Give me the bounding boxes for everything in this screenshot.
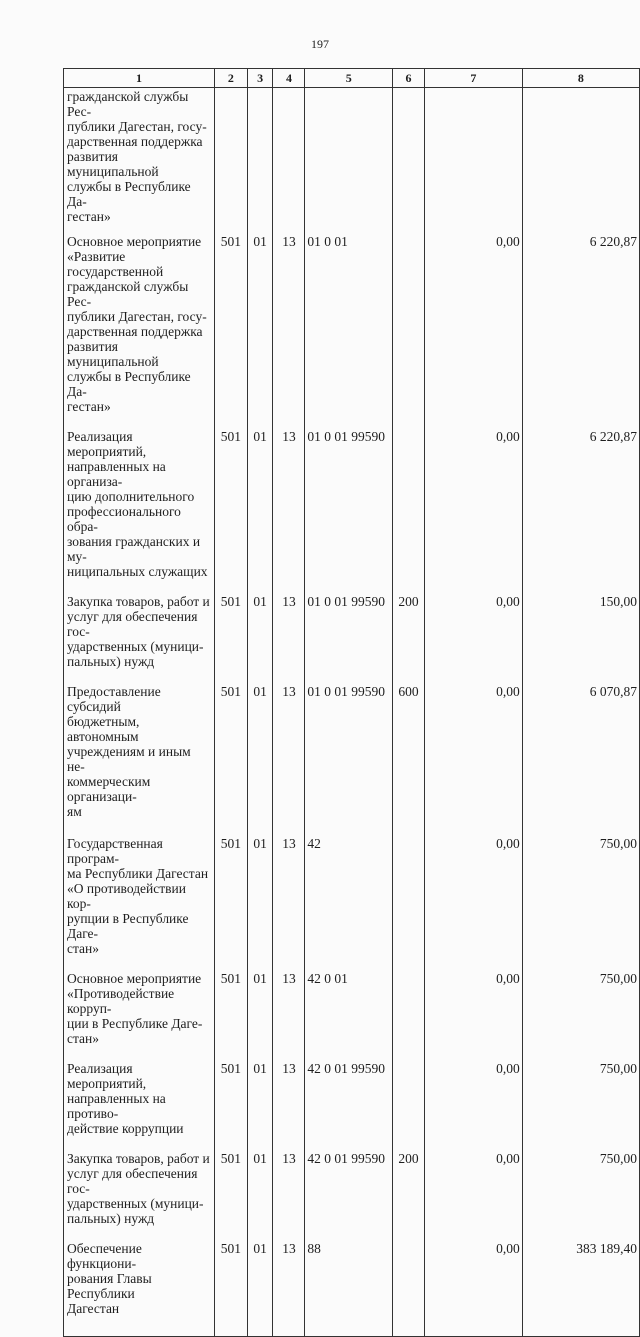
cell-col-5 bbox=[305, 1240, 393, 1316]
cell-col-4 bbox=[273, 1150, 305, 1240]
row-name bbox=[64, 970, 215, 1060]
cell-value: 01 bbox=[253, 594, 267, 609]
cell-col-3 bbox=[247, 233, 273, 428]
cell-value: 13 bbox=[282, 684, 296, 699]
cell-col-8 bbox=[522, 835, 639, 970]
column-header: 3 bbox=[247, 69, 273, 88]
cell-value: 750,00 bbox=[599, 1061, 637, 1076]
cell-col-7 bbox=[424, 970, 522, 1060]
cell-value: 0,00 bbox=[496, 234, 520, 249]
cell-col-3 bbox=[247, 683, 273, 835]
cell-col-6 bbox=[393, 970, 425, 1060]
cell-col-4 bbox=[273, 88, 305, 234]
cell-value: 501 bbox=[220, 429, 241, 444]
cell-col-6 bbox=[393, 428, 425, 593]
table-row bbox=[64, 593, 640, 683]
cell-value: 01 bbox=[253, 1151, 267, 1166]
table-row bbox=[64, 835, 640, 970]
cell-col-6 bbox=[393, 835, 425, 970]
cell-col-8 bbox=[522, 683, 639, 835]
cell-col-7 bbox=[424, 835, 522, 970]
cell-value bbox=[394, 1060, 423, 1061]
cell-value: 0,00 bbox=[496, 1061, 520, 1076]
cell-col-7 bbox=[424, 233, 522, 428]
header-row bbox=[64, 69, 640, 88]
cell-value: 42 0 01 bbox=[307, 971, 348, 986]
cell-value: 501 bbox=[220, 1151, 241, 1166]
budget-table bbox=[63, 68, 640, 1337]
cell-col-3 bbox=[247, 1240, 273, 1316]
cell-value: 88 bbox=[307, 1241, 321, 1256]
cell-value: 501 bbox=[220, 971, 241, 986]
cell-col-4 bbox=[273, 593, 305, 683]
column-header: 7 bbox=[424, 69, 522, 88]
cell-value bbox=[216, 88, 246, 89]
row-name bbox=[64, 88, 215, 234]
row-name-text: Предоставление субсидий бюджетным, автономным учреждениям и иным не- коммерческим организаци- ям bbox=[67, 684, 191, 819]
cell-col-3 bbox=[247, 835, 273, 970]
cell-value: 0,00 bbox=[496, 836, 520, 851]
cell-col-7 bbox=[424, 428, 522, 593]
cell-value: 200 bbox=[398, 1151, 419, 1166]
cell-value: 6 070,87 bbox=[589, 684, 637, 699]
cell-col-7 bbox=[424, 1240, 522, 1316]
cell-col-6 bbox=[393, 1150, 425, 1240]
cell-col-3 bbox=[247, 1150, 273, 1240]
cell-col-2 bbox=[214, 683, 247, 835]
filler-cell bbox=[64, 1316, 215, 1337]
cell-col-8 bbox=[522, 593, 639, 683]
row-name-text: Закупка товаров, работ и услуг для обеспечения гос- ударственных (муници- пальных) нужд bbox=[67, 1151, 210, 1226]
row-name-text: Реализация мероприятий, направленных на противо- действие коррупции bbox=[67, 1061, 184, 1136]
cell-col-2 bbox=[214, 233, 247, 428]
cell-value bbox=[394, 88, 423, 89]
cell-col-2 bbox=[214, 835, 247, 970]
filler-cell bbox=[393, 1316, 425, 1337]
cell-col-5 bbox=[305, 683, 393, 835]
cell-value: 01 0 01 bbox=[307, 234, 348, 249]
cell-value: 501 bbox=[220, 684, 241, 699]
cell-value: 01 bbox=[253, 1241, 267, 1256]
cell-value bbox=[394, 428, 423, 429]
cell-col-6 bbox=[393, 233, 425, 428]
cell-value bbox=[394, 970, 423, 971]
cell-col-7 bbox=[424, 1060, 522, 1150]
cell-col-4 bbox=[273, 1060, 305, 1150]
cell-col-4 bbox=[273, 1240, 305, 1316]
cell-col-2 bbox=[214, 88, 247, 234]
cell-value: 13 bbox=[282, 594, 296, 609]
cell-value: 13 bbox=[282, 1241, 296, 1256]
column-header: 4 bbox=[273, 69, 305, 88]
cell-value: 501 bbox=[220, 836, 241, 851]
row-name-text: Обеспечение функциони- рования Главы Республики Дагестан bbox=[67, 1241, 152, 1316]
cell-col-4 bbox=[273, 428, 305, 593]
cell-value: 0,00 bbox=[496, 684, 520, 699]
cell-value bbox=[274, 88, 303, 89]
cell-col-2 bbox=[214, 1150, 247, 1240]
cell-value: 13 bbox=[282, 1061, 296, 1076]
cell-col-8 bbox=[522, 428, 639, 593]
cell-value bbox=[394, 233, 423, 234]
cell-col-3 bbox=[247, 88, 273, 234]
page-number: 197 bbox=[311, 37, 329, 51]
cell-value: 01 0 01 99590 bbox=[307, 594, 386, 609]
cell-col-3 bbox=[247, 593, 273, 683]
filler-cell bbox=[305, 1316, 393, 1337]
cell-value: 01 0 01 99590 bbox=[307, 684, 386, 699]
cell-col-2 bbox=[214, 593, 247, 683]
cell-col-4 bbox=[273, 233, 305, 428]
cell-value bbox=[307, 88, 389, 89]
cell-value: 501 bbox=[220, 1241, 241, 1256]
row-name bbox=[64, 683, 215, 835]
cell-col-3 bbox=[247, 1060, 273, 1150]
row-name bbox=[64, 593, 215, 683]
filler-cell bbox=[214, 1316, 247, 1337]
filler-cell bbox=[247, 1316, 273, 1337]
filler-cell bbox=[522, 1316, 639, 1337]
cell-col-5 bbox=[305, 1150, 393, 1240]
cell-value: 01 bbox=[253, 836, 267, 851]
cell-value: 750,00 bbox=[599, 971, 637, 986]
cell-value: 13 bbox=[282, 1151, 296, 1166]
column-header: 2 bbox=[214, 69, 247, 88]
column-header: 5 bbox=[305, 69, 393, 88]
cell-col-3 bbox=[247, 428, 273, 593]
cell-value: 750,00 bbox=[599, 836, 637, 851]
cell-col-5 bbox=[305, 88, 393, 234]
row-name-text: Основное мероприятие «Развитие государственной гражданской службы Рес- публики Дагестан, госу- дарственная поддержка развития муниципальной службы в Республике Да- гестан» bbox=[67, 234, 207, 414]
column-header: 8 bbox=[522, 69, 639, 88]
filler-cell bbox=[424, 1316, 522, 1337]
cell-col-6 bbox=[393, 1060, 425, 1150]
cell-col-2 bbox=[214, 970, 247, 1060]
cell-col-2 bbox=[214, 1240, 247, 1316]
cell-value: 6 220,87 bbox=[589, 234, 637, 249]
row-name bbox=[64, 428, 215, 593]
cell-value: 750,00 bbox=[599, 1151, 637, 1166]
cell-value bbox=[526, 88, 637, 89]
row-name bbox=[64, 1150, 215, 1240]
cell-col-5 bbox=[305, 835, 393, 970]
cell-col-8 bbox=[522, 1150, 639, 1240]
cell-col-7 bbox=[424, 683, 522, 835]
cell-value: 200 bbox=[398, 594, 419, 609]
cell-value: 01 0 01 99590 bbox=[307, 429, 386, 444]
row-name bbox=[64, 1240, 215, 1316]
cell-col-6 bbox=[393, 683, 425, 835]
column-header: 6 bbox=[393, 69, 425, 88]
cell-value: 42 bbox=[307, 836, 321, 851]
cell-col-8 bbox=[522, 1060, 639, 1150]
row-name-text: гражданской службы Рес- публики Дагестан, госу- дарственная поддержка развития муниципальной службы в Республике Да- гестан» bbox=[67, 89, 207, 224]
table-filler-row bbox=[64, 1316, 640, 1337]
cell-value: 0,00 bbox=[496, 1151, 520, 1166]
cell-col-8 bbox=[522, 88, 639, 234]
cell-value: 01 bbox=[253, 971, 267, 986]
cell-col-6 bbox=[393, 593, 425, 683]
cell-col-5 bbox=[305, 428, 393, 593]
cell-value: 13 bbox=[282, 429, 296, 444]
cell-col-7 bbox=[424, 593, 522, 683]
table-row bbox=[64, 1150, 640, 1240]
cell-value: 01 bbox=[253, 1061, 267, 1076]
table-row bbox=[64, 970, 640, 1060]
column-header: 1 bbox=[64, 69, 215, 88]
cell-col-8 bbox=[522, 233, 639, 428]
cell-col-7 bbox=[424, 1150, 522, 1240]
table-body bbox=[64, 88, 640, 1337]
row-name-text: Реализация мероприятий, направленных на организа- цию дополнительного профессионального обра- зования гражданских и му- ниципальных служащих bbox=[67, 429, 208, 579]
cell-value: 13 bbox=[282, 971, 296, 986]
cell-value: 42 0 01 99590 bbox=[307, 1151, 386, 1166]
table-row bbox=[64, 1060, 640, 1150]
cell-col-5 bbox=[305, 233, 393, 428]
cell-col-5 bbox=[305, 1060, 393, 1150]
cell-value: 42 0 01 99590 bbox=[307, 1061, 386, 1076]
cell-value: 0,00 bbox=[496, 1241, 520, 1256]
cell-col-2 bbox=[214, 1060, 247, 1150]
cell-value: 0,00 bbox=[496, 429, 520, 444]
cell-col-4 bbox=[273, 970, 305, 1060]
cell-value bbox=[428, 88, 520, 89]
row-name bbox=[64, 233, 215, 428]
table-row bbox=[64, 88, 640, 234]
cell-col-5 bbox=[305, 970, 393, 1060]
cell-value: 501 bbox=[220, 234, 241, 249]
cell-value bbox=[394, 1240, 423, 1241]
cell-col-4 bbox=[273, 835, 305, 970]
cell-value bbox=[394, 835, 423, 836]
cell-value: 01 bbox=[253, 429, 267, 444]
row-name bbox=[64, 835, 215, 970]
cell-value: 01 bbox=[253, 234, 267, 249]
cell-value: 13 bbox=[282, 836, 296, 851]
cell-value: 501 bbox=[220, 1061, 241, 1076]
cell-col-3 bbox=[247, 970, 273, 1060]
table-row bbox=[64, 428, 640, 593]
cell-value: 13 bbox=[282, 234, 296, 249]
cell-value: 0,00 bbox=[496, 594, 520, 609]
table-row bbox=[64, 683, 640, 835]
row-name-text: Закупка товаров, работ и услуг для обеспечения гос- ударственных (муници- пальных) нужд bbox=[67, 594, 210, 669]
cell-col-6 bbox=[393, 88, 425, 234]
cell-value: 150,00 bbox=[599, 594, 637, 609]
cell-col-4 bbox=[273, 683, 305, 835]
cell-value: 383 189,40 bbox=[576, 1241, 637, 1256]
cell-value: 501 bbox=[220, 594, 241, 609]
row-name-text: Основное мероприятие «Противодействие корруп- ции в Республике Даге- стан» bbox=[67, 971, 203, 1046]
row-name-text: Государственная програм- ма Республики Дагестан «О противодействии кор- рупции в Республике Даге- стан» bbox=[67, 836, 209, 956]
table-row bbox=[64, 1240, 640, 1316]
cell-value: 01 bbox=[253, 684, 267, 699]
cell-col-5 bbox=[305, 593, 393, 683]
cell-col-2 bbox=[214, 428, 247, 593]
table-row bbox=[64, 233, 640, 428]
cell-col-8 bbox=[522, 1240, 639, 1316]
cell-col-7 bbox=[424, 88, 522, 234]
cell-col-8 bbox=[522, 970, 639, 1060]
cell-col-6 bbox=[393, 1240, 425, 1316]
cell-value: 600 bbox=[398, 684, 419, 699]
cell-value: 6 220,87 bbox=[589, 429, 637, 444]
cell-value: 0,00 bbox=[496, 971, 520, 986]
row-name bbox=[64, 1060, 215, 1150]
filler-cell bbox=[273, 1316, 305, 1337]
cell-value bbox=[249, 88, 272, 89]
